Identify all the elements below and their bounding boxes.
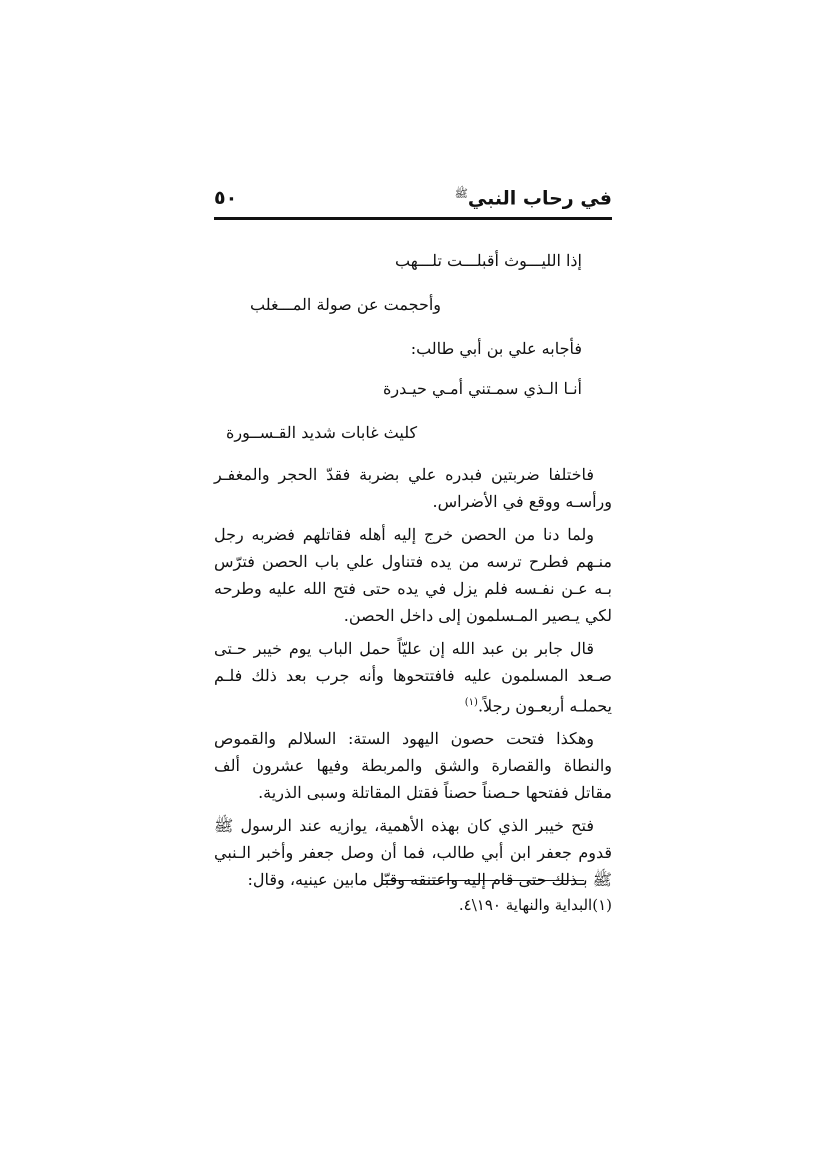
footnote-divider: [382, 880, 584, 881]
page-number: ٥٠: [214, 187, 238, 209]
paragraph-2: ولما دنا من الحصن خرج إليه أهله فقاتلهم فضربه رجل منـهم فطرح ترسه من يده فتناول علي باب الحصن فترّس بـه عـن نفـسه فلم يزل في يده حتى فتح الله عليه وطرحه لكي يـصير المـسلمون إلى داخل الحصن.: [214, 525, 612, 625]
paragraph-1: فاختلفا ضربتين فبدره علي بضربة فقدّ الحجر والمغفـر ورأسـه ووقع في الأضراس.: [214, 465, 612, 511]
poem-line-4: كليث غابات شديد القـســورة: [226, 423, 418, 442]
poem-line-2: وأحجمت عن صولة المـــغلب: [250, 295, 441, 314]
poem-line-3: أنـا الـذي سمـتني أمـي حيـدرة: [382, 379, 582, 398]
poem-line-1: إذا الليـــوث أقبلـــت تلـــهب: [395, 251, 582, 270]
footnote-reference: (١): [464, 697, 478, 708]
running-title: [453, 187, 612, 209]
paragraph-3: [214, 635, 612, 719]
reply-intro: فأجابه علي بن أبي طالب:: [410, 339, 582, 358]
paragraph-5: فتح خيبر الذي كان بهذه الأهمية، يوازيه عند الرسول ﷺ قدوم جعفر ابن أبي طالب، فما أن وصل جعفر وأخبر الـنبي ﷺ بـذلك حتى قام إليه واعتنقه وقبّل مابين عينيه، وقال:: [214, 816, 612, 890]
paragraph-4: وهكذا فتحت حصون اليهود الستة: السلالم والقموص والنطاة والقصارة والشق والمربطة وفيها عشرون ألف مقاتل ففتحها حـصناً حصناً فقتل المقاتلة وسبى الذرية.: [214, 729, 612, 803]
page-header: [214, 183, 612, 220]
running-title-text: في رحاب النبي: [467, 187, 612, 210]
paragraph-3-text: قال جابر بن عبد الله إن عليّاً حمل الباب يوم خيبر حـتى صـعد المسلمون عليه فافتتحوها وأنه جرب بعد ذلك فلـم يحملـه أربعـون رجلاً.: [214, 639, 612, 716]
footnote: (١)البداية والنهاية ١٩٠\٤.: [458, 896, 612, 914]
page-body: [214, 245, 612, 899]
salla-mark: ﷺ: [454, 187, 468, 200]
